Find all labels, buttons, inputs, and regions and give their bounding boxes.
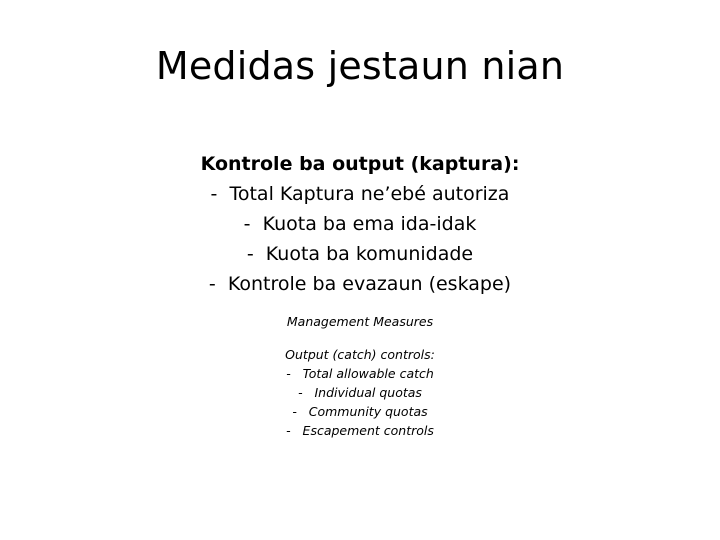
translation-item-individual-quotas: - Individual quotas (298, 385, 422, 400)
english-translation (0, 314, 720, 440)
main-content (0, 149, 720, 299)
main-item-escapement: - Kontrole ba evazaun (eskape) (208, 273, 512, 295)
translation-item-total-catch: - Total allowable catch (286, 366, 434, 381)
translation-item-escapement: - Escapement controls (286, 423, 434, 438)
translation-title: Management Measures (286, 314, 434, 329)
main-item-individual-quota: - Kuota ba ema ida-idak (243, 213, 477, 235)
main-item-community-quota: - Kuota ba komunidade (246, 243, 474, 265)
main-heading: Kontrole ba output (kaptura): (200, 153, 520, 175)
translation-item-community-quotas: - Community quotas (292, 404, 428, 419)
translation-heading: Output (catch) controls: (285, 347, 435, 362)
main-item-total-catch: - Total Kaptura ne’ebé autoriza (210, 183, 510, 205)
slide-title: Medidas jestaun nian (155, 44, 565, 88)
